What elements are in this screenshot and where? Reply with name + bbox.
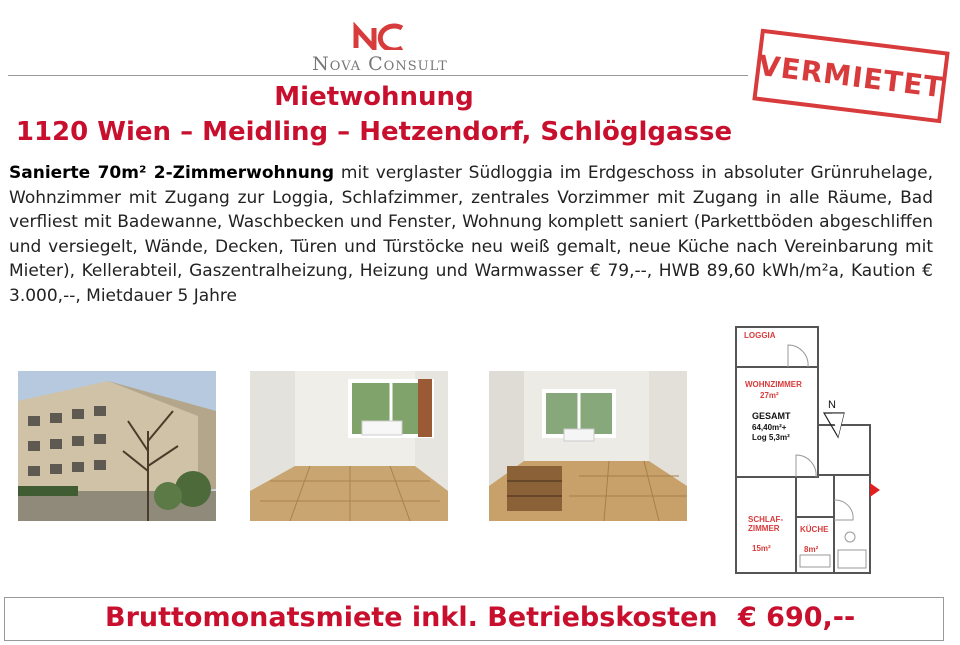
plan-label-kueche: KÜCHE: [800, 525, 829, 534]
price-label: Bruttomonatsmiete inkl. Betriebskosten: [105, 602, 718, 633]
plan-area-kueche: 8m²: [804, 545, 819, 554]
brand-name: Nova Consult: [312, 53, 448, 75]
description-highlight: Sanierte 70m² 2-Zimmerwohnung: [9, 163, 335, 183]
rented-stamp: [752, 29, 949, 124]
logo-mark-icon: [352, 22, 408, 50]
floor-plan: [728, 325, 888, 580]
plan-label-loggia: LOGGIA: [744, 331, 776, 340]
listing-description: [9, 161, 933, 308]
photo-bedroom: [489, 371, 687, 521]
plan-label-schlaf2: ZIMMER: [748, 524, 780, 533]
photo-building-exterior: [18, 371, 216, 521]
stamp-text: VERMIETET: [756, 48, 946, 104]
plan-label-schlaf1: SCHLAF-: [748, 515, 784, 524]
plan-area-gesamt: 64,40m²+: [752, 423, 787, 432]
page-subtitle: 1120 Wien – Meidling – Hetzendorf, Schlöglgasse: [15, 117, 733, 147]
description-text: mit verglaster Südloggia im Erdgeschoss in absoluter Grünruhelage, Wohnzimmer mit Zugang zur Loggia, Schlafzimmer, zentrales Vorzimmer mit Zugang in alle Räume, Bad verfliest mit Badewanne, Waschbecken und Fenster, Wohnung komplett saniert (Parkettböden abgeschliffen und versiegelt, Wände, Decken, Türen und Türstöcke neu weiß gemalt, neue Küche nach Vereinbarung mit Mieter), Kellerabteil, Gaszentralheizung, Heizung und Warmwasser € 79,--, HWB 89,60 kWh/m²a, Kaution € 3.000,--, Mietdauer 5 Jahre: [9, 163, 934, 306]
plan-label-wohnzimmer: WOHNZIMMER: [745, 380, 802, 389]
plan-area-schlaf: 15m²: [752, 544, 771, 553]
plan-north-label: N: [828, 399, 836, 411]
price-value: € 690,--: [738, 602, 856, 633]
photo-living-room: [250, 371, 448, 521]
price-box: [4, 597, 944, 641]
nova-consult-logo: [290, 22, 470, 74]
plan-area-log: Log 5,3m²: [752, 433, 790, 442]
page-title: Mietwohnung: [274, 82, 474, 112]
header-rule: [8, 75, 748, 76]
plan-area-wohnzimmer: 27m²: [760, 391, 779, 400]
plan-label-gesamt: GESAMT: [752, 411, 791, 421]
